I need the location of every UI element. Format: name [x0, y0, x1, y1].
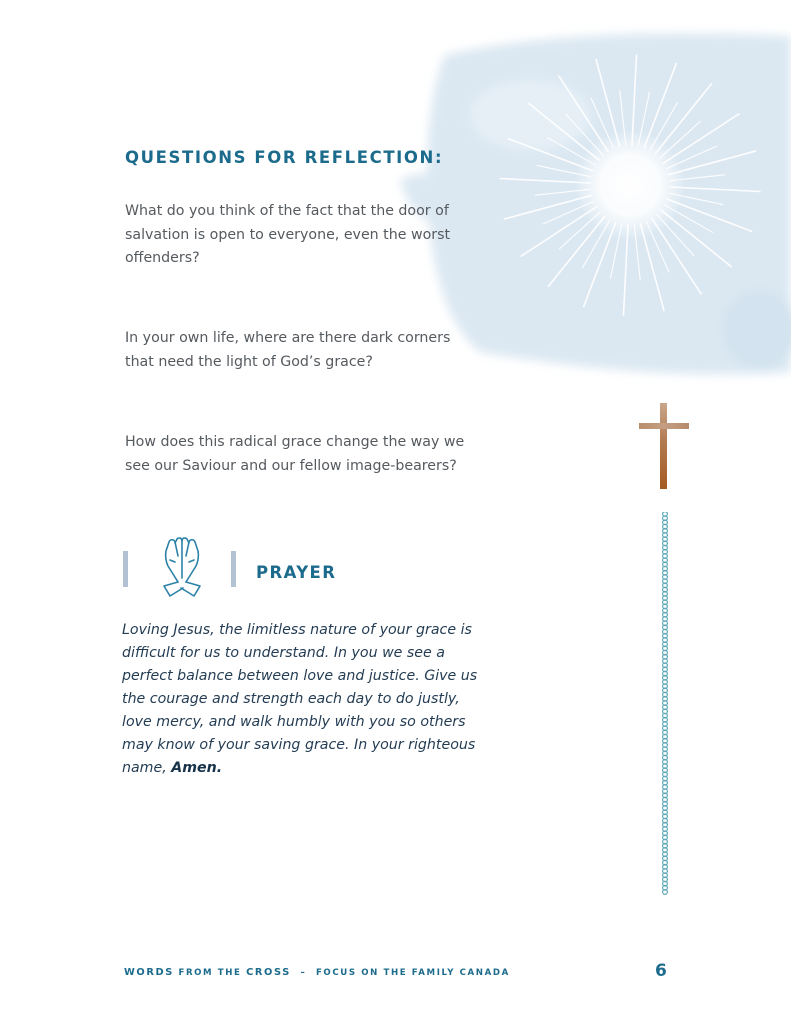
prayer-body: Loving Jesus, the limitless nature of your grace is difficult for us to understand. In you we see a perfect balance between love and justice. Give us the courage and strength each day to do justly, love mercy, and walk humbly with you so others may know of your saving grace. In your righteous name, — [122, 622, 478, 776]
page-number: 6 — [655, 961, 667, 981]
prayer-divider-bar — [231, 551, 236, 587]
prayer-divider-bar — [123, 551, 128, 587]
prayer-text — [122, 619, 482, 780]
footer-words: WORDS — [124, 967, 174, 978]
prayer-closing: Amen. — [171, 760, 223, 776]
reflection-question: What do you think of the fact that the door of salvation is open to everyone, even the worst offenders? — [125, 203, 451, 266]
praying-hands-icon — [156, 536, 208, 600]
footer-org: FOCUS ON THE FAMILY CANADA — [315, 968, 510, 978]
footer-separator: – — [300, 968, 307, 978]
footer-from-the: FROM THE — [178, 968, 242, 978]
prayer-title: PRAYER — [256, 563, 337, 582]
chain-divider-icon — [659, 512, 671, 896]
wooden-cross-icon — [638, 402, 690, 490]
reflection-title: QUESTIONS FOR REFLECTION: — [125, 148, 444, 167]
footer-cross: CROSS — [246, 967, 291, 978]
footer — [124, 967, 510, 978]
reflection-question: How does this radical grace change the way we see our Saviour and our fellow image-bearers? — [125, 434, 465, 474]
reflection-question: In your own life, where are there dark corners that need the light of God’s grace? — [125, 330, 451, 370]
